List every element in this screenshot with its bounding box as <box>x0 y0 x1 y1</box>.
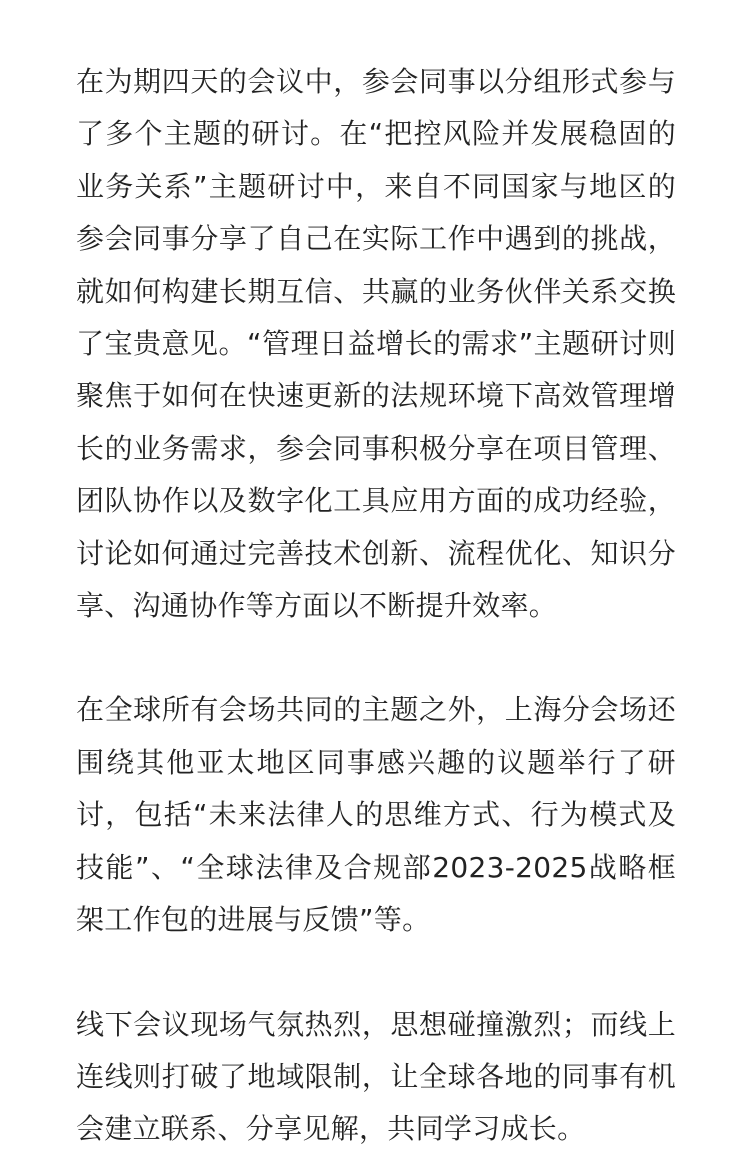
paragraph-shanghai-venue: 在全球所有会场共同的主题之外，上海分会场还围绕其他亚太地区同事感兴趣的议题举行了研讨，包括“未来法律人的思维方式、行为模式及技能”、“全球法律及合规部2023-2025战略框架工作包的进展与反馈”等。 <box>76 693 676 937</box>
paragraph-sessions: 在为期四天的会议中，参会同事以分组形式参与了多个主题的研讨。在“把控风险并发展稳固的业务关系”主题研讨中，来自不同国家与地区的参会同事分享了自己在实际工作中遇到的挑战，就如何构建长期互信、共赢的业务伙伴关系交换了宝贵意见。“管理日益增长的需求”主题研讨则聚焦于如何在快速更新的法规环境下高效管理增长的业务需求，参会同事积极分享在项目管理、团队协作以及数字化工具应用方面的成功经验，讨论如何通过完善技术创新、流程优化、知识分享、沟通协作等方面以不断提升效率。 <box>76 65 676 623</box>
article-body <box>76 56 676 1156</box>
paragraph-atmosphere: 线下会议现场气氛热烈，思想碰撞激烈；而线上连线则打破了地域限制，让全球各地的同事有机会建立联系、分享见解，共同学习成长。 <box>76 1007 676 1146</box>
